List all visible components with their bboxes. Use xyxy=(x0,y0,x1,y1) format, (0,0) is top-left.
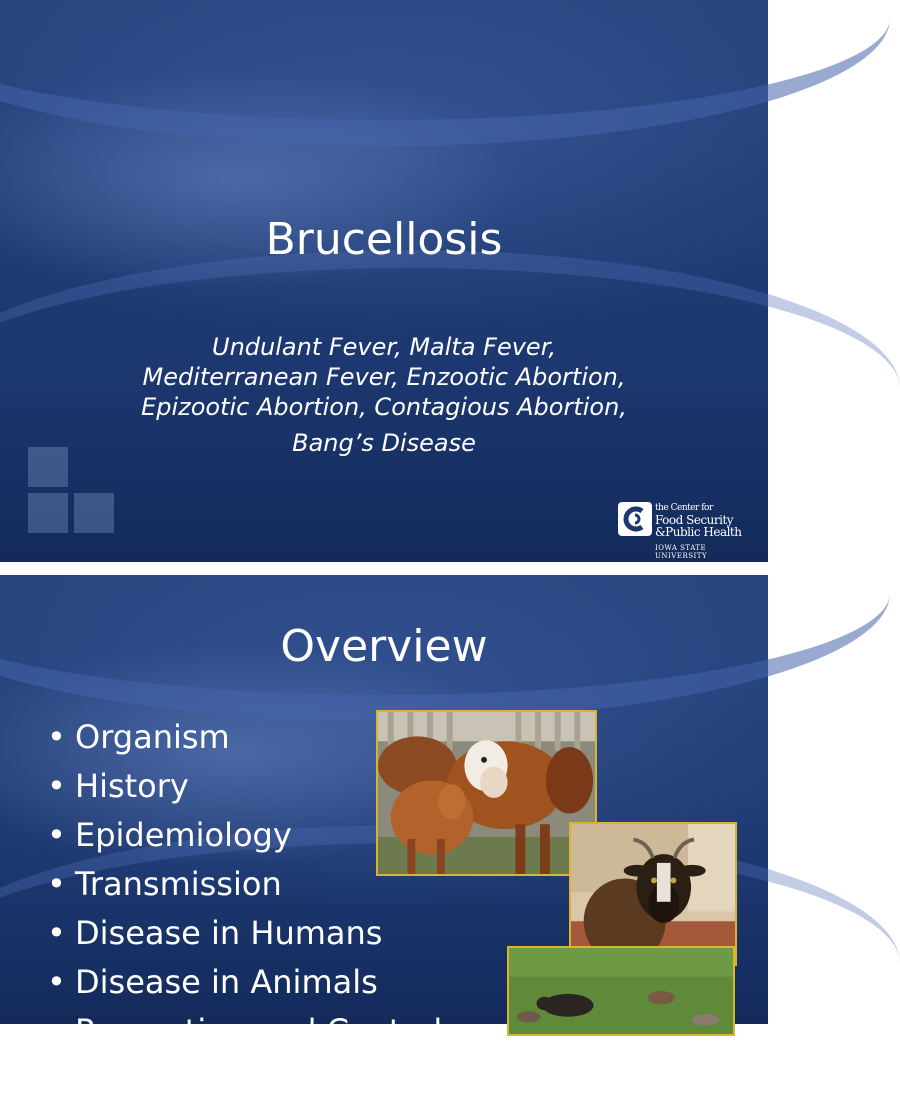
bullet-item xyxy=(47,958,442,1007)
goat-photo xyxy=(569,822,737,966)
cattle-image xyxy=(378,712,595,874)
cfsph-logo-icon xyxy=(618,502,652,536)
logo-wordmark xyxy=(655,502,742,538)
square-shape xyxy=(28,493,68,533)
bullet-text: History xyxy=(75,767,189,805)
slide-title: Overview xyxy=(280,621,488,672)
decorative-squares xyxy=(28,447,118,537)
bullet-icon: • xyxy=(47,718,66,756)
bullet-item xyxy=(47,909,442,958)
subtitle-line: Mediterranean Fever, Enzootic Abortion, xyxy=(142,363,626,391)
bullet-icon: • xyxy=(47,914,66,952)
logo-university: IOWA STATE UNIVERSITY xyxy=(655,544,708,560)
logo-line: the Center for xyxy=(655,503,713,513)
square-shape xyxy=(74,493,114,533)
bullet-text: Epidemiology xyxy=(75,816,292,854)
subtitle-line: Bang’s Disease xyxy=(292,429,476,457)
cattle-photo xyxy=(376,710,597,876)
square-shape xyxy=(28,447,68,487)
bullet-text: Disease in Humans xyxy=(75,914,383,952)
bullet-text: Prevention and Control xyxy=(75,1012,443,1050)
logo-line: &Public Health xyxy=(655,525,742,539)
bullet-text: Organism xyxy=(75,718,230,756)
bullet-icon: • xyxy=(47,816,66,854)
slide-subtitle xyxy=(60,332,708,422)
bullet-icon: • xyxy=(47,767,66,805)
slide-title: Brucellosis xyxy=(265,214,503,265)
bullet-text: Disease in Animals xyxy=(75,963,378,1001)
bullet-item xyxy=(47,1007,442,1056)
subtitle-line: Epizootic Abortion, Contagious Abortion, xyxy=(141,393,627,421)
logo-line: Food Security xyxy=(655,513,734,527)
bullet-icon: • xyxy=(47,1012,66,1050)
cfsph-logo xyxy=(618,502,753,558)
bullet-text: Transmission xyxy=(75,865,282,903)
pigs-image xyxy=(509,948,733,1034)
pigs-photo xyxy=(507,946,735,1036)
subtitle-line: Undulant Fever, Malta Fever, xyxy=(212,333,556,361)
bullet-icon: • xyxy=(47,963,66,1001)
goat-image xyxy=(571,824,735,964)
overview-slide xyxy=(0,575,768,1050)
bullet-icon: • xyxy=(47,865,66,903)
